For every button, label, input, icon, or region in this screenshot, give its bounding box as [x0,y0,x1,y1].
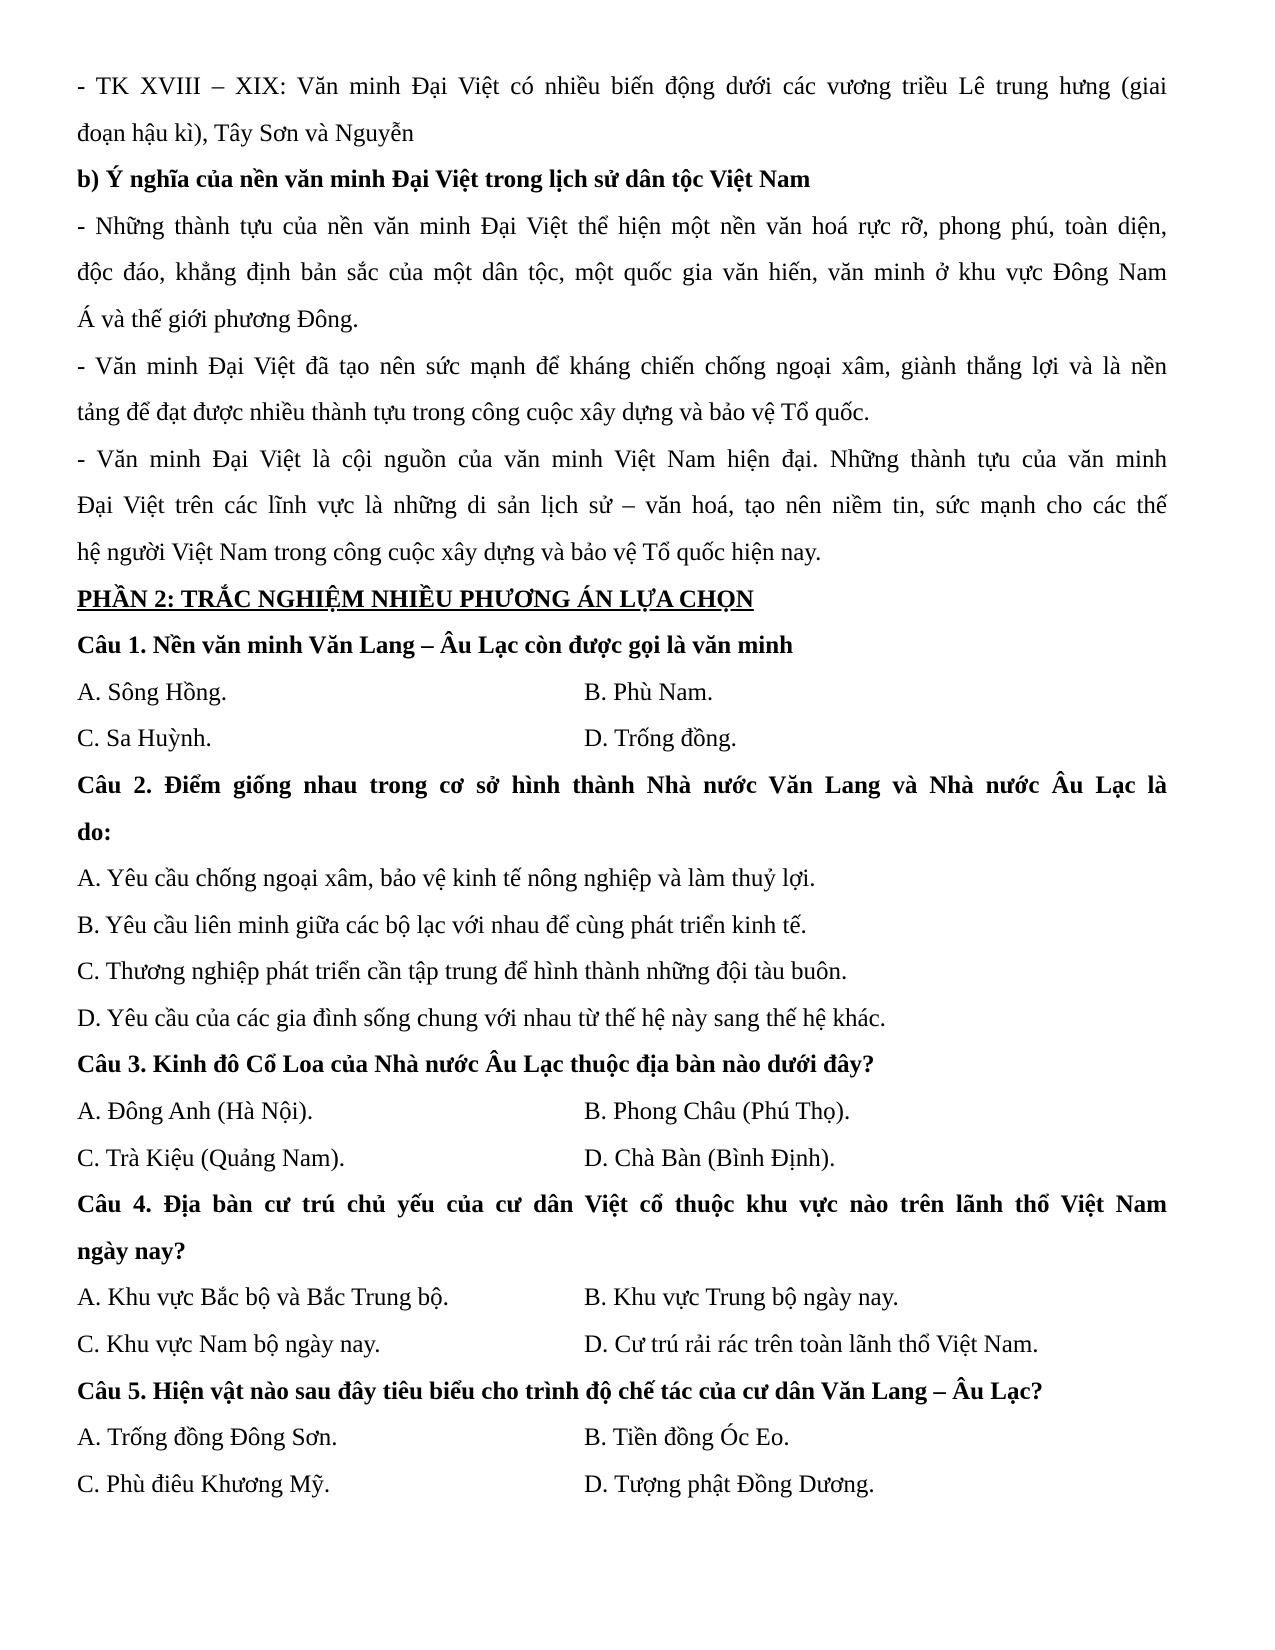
answer-option: A. Sông Hồng. [77,678,228,706]
answer-row [77,670,1167,717]
paragraph-line: Đại Việt trên các lĩnh vực là những di sản lịch sử – văn hoá, tạo nên niềm tin, sức mạnh cho các thế [77,492,1167,520]
paragraph-line: - Văn minh Đại Việt là cội nguồn của văn minh Việt Nam hiện đại. Những thành tựu của văn minh [77,445,1167,473]
question-2: Câu 2. Điểm giống nhau trong cơ sở hình thành Nhà nước Văn Lang và Nhà nước Âu Lạc là [77,771,1167,799]
question-2-continued: do: [77,818,112,846]
answer-option: B. Phong Châu (Phú Thọ). [584,1098,851,1126]
paragraph-line: tảng để đạt được nhiều thành tựu trong công cuộc xây dựng và bảo vệ Tổ quốc. [77,399,870,427]
answer-option: B. Tiền đồng Óc Eo. [584,1424,790,1452]
answer-option: C. Phù điêu Khương Mỹ. [77,1470,331,1498]
paragraph-line: hệ người Việt Nam trong công cuộc xây dựng và bảo vệ Tổ quốc hiện nay. [77,538,822,566]
answer-option: D. Chà Bàn (Bình Định). [584,1144,836,1172]
answer-row [77,1275,1167,1322]
answer-row [77,716,1167,763]
answer-option: C. Thương nghiệp phát triển cần tập trung để hình thành những đội tàu buôn. [77,958,848,986]
answer-option: A. Trống đồng Đông Sơn. [77,1424,338,1452]
answer-option: C. Trà Kiệu (Quảng Nam). [77,1144,346,1172]
answer-row [77,1136,1167,1183]
paragraph-line: Á và thế giới phương Đông. [77,305,359,333]
answer-option: D. Trống đồng. [584,725,737,753]
question-5: Câu 5. Hiện vật nào sau đây tiêu biểu cho trình độ chế tác của cư dân Văn Lang – Âu Lạc? [77,1377,1044,1405]
answer-row [77,1089,1167,1136]
section-b-heading: b) Ý nghĩa của nền văn minh Đại Việt trong lịch sử dân tộc Việt Nam [77,166,811,194]
answer-row [77,1462,1167,1509]
question-1: Câu 1. Nền văn minh Văn Lang – Âu Lạc còn được gọi là văn minh [77,632,794,660]
paragraph-line: - Văn minh Đại Việt đã tạo nên sức mạnh để kháng chiến chống ngoại xâm, giành thắng lợi và là nền [77,352,1167,380]
intro-line-2: đoạn hậu kì), Tây Sơn và Nguyễn [77,119,414,147]
answer-option: D. Cư trú rải rác trên toàn lãnh thổ Việt Nam. [584,1331,1039,1359]
answer-option: A. Đông Anh (Hà Nội). [77,1098,314,1126]
question-3: Câu 3. Kinh đô Cổ Loa của Nhà nước Âu Lạc thuộc địa bàn nào dưới đây? [77,1051,875,1079]
answer-option: B. Khu vực Trung bộ ngày nay. [584,1284,899,1312]
answer-row [77,1415,1167,1462]
paragraph-line: - Những thành tựu của nền văn minh Đại Việt thể hiện một nền văn hoá rực rỡ, phong phú, toàn diện, [77,212,1167,240]
answer-option: B. Yêu cầu liên minh giữa các bộ lạc với nhau để cùng phát triển kinh tế. [77,911,807,939]
answer-option: C. Khu vực Nam bộ ngày nay. [77,1331,381,1359]
question-4: Câu 4. Địa bàn cư trú chủ yếu của cư dân Việt cổ thuộc khu vực nào trên lãnh thổ Việt Nam [77,1191,1167,1219]
answer-option: D. Yêu cầu của các gia đình sống chung với nhau từ thế hệ này sang thế hệ khác. [77,1004,886,1032]
paragraph-line: độc đáo, khẳng định bản sắc của một dân tộc, một quốc gia văn hiến, văn minh ở khu vực Đông Nam [77,259,1167,287]
answer-option: B. Phù Nam. [584,678,714,706]
answer-option: D. Tượng phật Đồng Dương. [584,1470,875,1498]
answer-row [77,1322,1167,1369]
question-4-continued: ngày nay? [77,1237,187,1265]
answer-option: C. Sa Huỳnh. [77,725,212,753]
intro-line-1: - TK XVIII – XIX: Văn minh Đại Việt có nhiều biến động dưới các vương triều Lê trung hưng (giai [77,73,1167,100]
answer-option: A. Yêu cầu chống ngoại xâm, bảo vệ kinh tế nông nghiệp và làm thuỷ lợi. [77,865,816,893]
part-2-heading: PHẦN 2: TRẮC NGHIỆM NHIỀU PHƯƠNG ÁN LỰA CHỌN [77,585,754,613]
answer-option: A. Khu vực Bắc bộ và Bắc Trung bộ. [77,1284,449,1312]
document-page [77,64,1167,1508]
